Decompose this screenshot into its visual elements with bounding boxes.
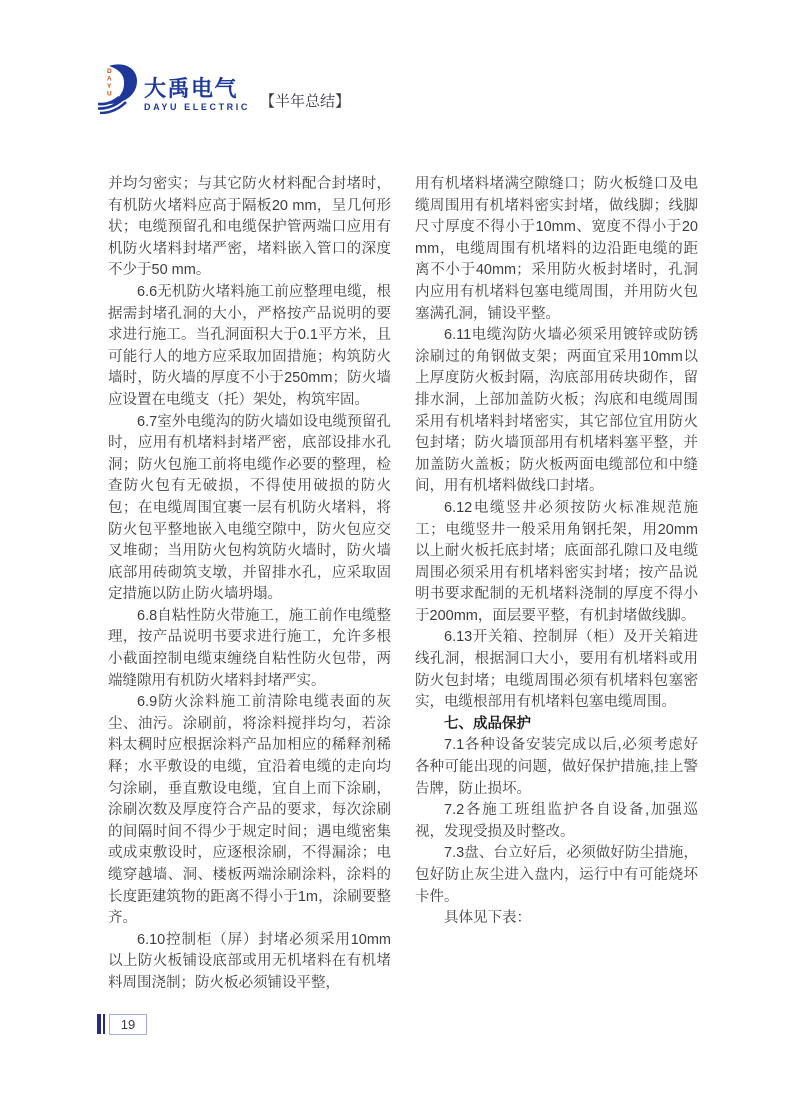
paragraph: 6.12电缆竖井必须按防火标准规范施工；电缆竖井一般采用角钢托架，用20mm以上耐火板托底封堵；底面部孔隙口及电缆周围必须采用有机堵料密实封堵；按产品说明书要求配制的无机堵料浇制的厚度不得小于200mm，面层要平整，有机封堵做线脚。 <box>415 499 698 624</box>
paragraph: 7.2各施工班组监护各自设备,加强巡视，发现受损及时整改。 <box>415 802 698 840</box>
document-tag: 【半年总结】 <box>259 93 350 110</box>
paragraph: 7.3盘、台立好后，必须做好防尘措施，包好防止灰尘进入盘内，运行中有可能烧坏卡件。 <box>415 845 698 905</box>
page-header <box>96 60 350 114</box>
footer-bar-icon <box>103 1014 105 1034</box>
paragraph: 6.6无机防火堵料施工前应整理电缆，根据需封堵孔洞的大小，严格按产品说明的要求进行施工。当孔洞面积大于0.1平方米，且可能行人的地方应采取加固措施；构筑防火墙时，防火墙的厚度不小于250mm；防火墙应设置在电缆支（托）架处，构筑牢固。 <box>108 283 391 408</box>
page-footer <box>97 1013 147 1035</box>
document-body <box>108 174 698 995</box>
section-heading: 七、成品保护 <box>444 715 531 732</box>
svg-text:D: D <box>107 68 112 75</box>
paragraph: 用有机堵料堵满空隙缝口；防火板缝口及电缆周围用有机堵料密实封堵，做线脚；线脚尺寸厚度不得小于10mm、宽度不得小于20mm，电缆周围有机堵料的边沿距电缆的距离不小于40mm；采用防火板封堵时，孔洞内应用有机堵料包塞电缆周围，并用防火包塞满孔洞，铺设平整。 <box>415 176 698 322</box>
paragraph: 7.1各种设备安装完成以后,必须考虑好各种可能出现的问题，做好保护措施,挂上警告牌，防止损坏。 <box>415 737 698 797</box>
paragraph: 并均匀密实；与其它防火材料配合封堵时，有机防火堵料应高于隔板20 mm，呈几何形状；电缆预留孔和电缆保护管两端口应用有机防火堵料封堵严密，堵料嵌入管口的深度不少于50 mm。 <box>108 176 391 279</box>
dayu-logo-icon <box>96 60 142 114</box>
svg-text:Y: Y <box>107 83 112 90</box>
svg-text:U: U <box>107 90 112 98</box>
left-column <box>108 174 391 995</box>
footer-bar-icon <box>97 1014 101 1034</box>
right-column <box>415 174 698 995</box>
company-logo <box>96 60 250 114</box>
paragraph: 具体见下表： <box>444 910 531 927</box>
company-name-english: DAYU ELECTRIC <box>144 102 250 112</box>
paragraph: 6.11电缆沟防火墙必须采用镀锌或防锈涂刷过的角钢做支架；两面宜采用10mm以上厚度防火板封隔，沟底部用砖块砌作，留排水洞，上部加盖防火板；沟底和电缆周围采用有机堵料封堵密实，其它部位宜用防火包封堵；防火墙顶部用有机堵料塞平整，并加盖防火盖板；防火板两面电缆部位和中缝间，用有机堵料做线口封堵。 <box>415 327 698 495</box>
paragraph: 6.9防火涂料施工前清除电缆表面的灰尘、油污。涂刷前，将涂料搅拌均匀，若涂料太稠时应根据涂料产品加相应的稀释剂稀释；水平敷设的电缆，宜沿着电缆的走向均匀涂刷，垂直敷设电缆，宜自上而下涂刷，涂刷次数及厚度符合产品的要求，每次涂刷的间隔时间不得少于规定时间；遇电缆密集或成束敷设时，应逐根涂刷，不得漏涂；电缆穿越墙、洞、楼板两端涂刷涂料，涂料的长度距建筑物的距离不得小于1m，涂刷要整齐。 <box>108 694 391 927</box>
svg-text:A: A <box>107 75 112 83</box>
paragraph: 6.7室外电缆沟的防火墙如设电缆预留孔时，应用有机堵料封堵严密，底部设排水孔洞；防火包施工前将电缆作必要的整理，检查防火包有无破损，不得使用破损的防火包；在电缆周围宜裹一层有机防火堵料，将防火包平整地嵌入电缆空隙中，防火包应交叉堆砌；当用防火包构筑防火墙时，防火墙底部用砖砌筑支墩，并留排水孔，应采取固定措施以防止防火墙坍塌。 <box>108 413 391 603</box>
logo-wordmark <box>144 78 250 112</box>
paragraph: 6.13开关箱、控制屏（柜）及开关箱进线孔洞，根据洞口大小，要用有机堵料或用防火包封堵；电缆周围必须有机堵料包塞密实，电缆根部用有机堵料包塞电缆周围。 <box>415 629 698 711</box>
paragraph: 6.8自粘性防火带施工，施工前作电缆整理，按产品说明书要求进行施工，允许多根小截面控制电缆束缠绕自粘性防火包带，两端缝隙用有机防火堵料封堵严实。 <box>108 607 391 689</box>
company-name-chinese: 大禹电气 <box>144 76 239 101</box>
paragraph: 6.10控制柜（屏）封堵必须采用10mm以上防火板铺设底部或用无机堵料在有机堵料周围浇制；防火板必须铺设平整， <box>108 931 391 991</box>
page-number: 19 <box>109 1014 147 1035</box>
